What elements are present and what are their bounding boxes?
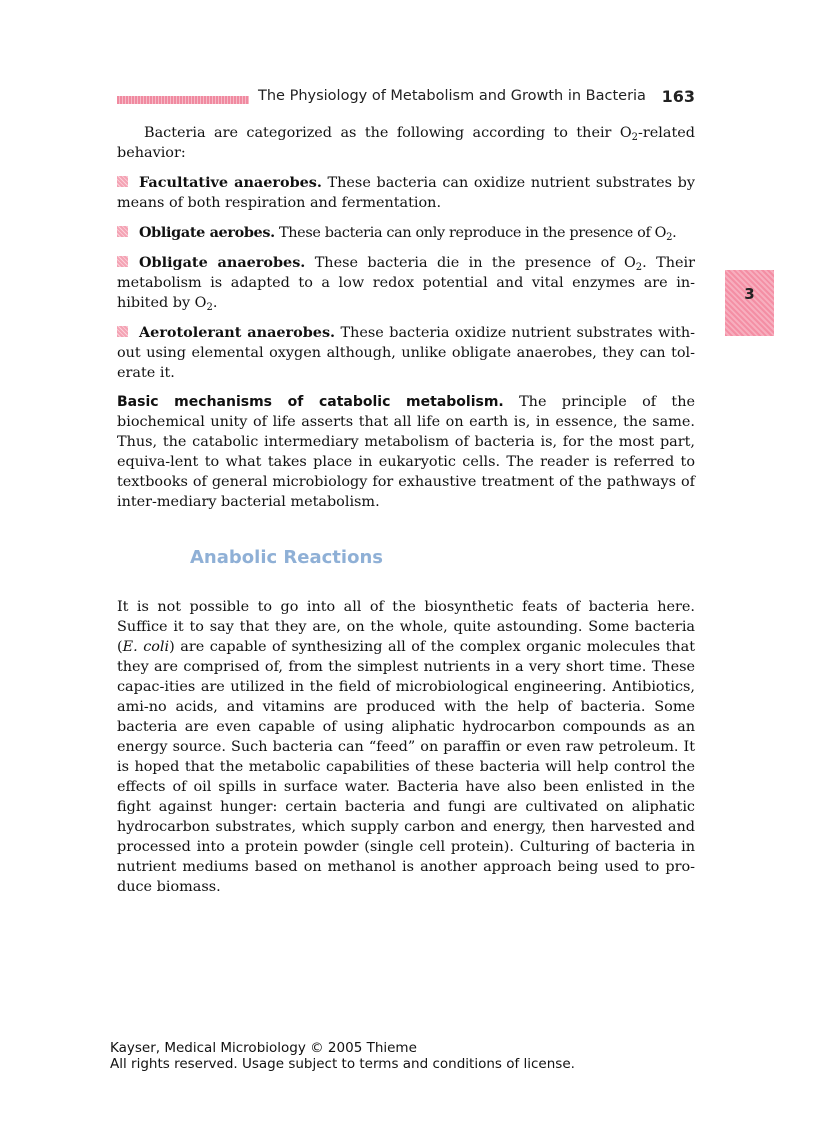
bullet-aerotolerant-anaerobes [117, 323, 695, 383]
bullet-facultative-anaerobes [117, 173, 695, 213]
section-heading-anabolic: Anabolic Reactions [190, 547, 383, 568]
paragraph-text-cont: ) are capable of synthesizing all of the complex organic molecules that they are comprised of, from the simplest nutrients in a very short time. These capac-ities are utilized in the field of microbiological engineering. Antibiotics, ami-no acids, and vitamins are produced with the help of bacteria. Some bacteria are even capable of using aliphatic hydrocarbon compounds as an energy source. Such bacteria can “feed” on paraffin or even raw petroleum. It is hoped that the metabolic capabilities of these bacteria will help control the effects of oil spills in surface water. Bacteria have also been enlisted in the fight against hunger: certain bacteria and fungi are cultivated on aliphatic hydrocarbon substrates, which supply carbon and energy, then harvested and processed into a protein powder (single cell protein). Culturing of bacteria in nutrient mediums based on methanol is another approach being used to pro-duce biomass. [117, 639, 695, 895]
subscript: 2 [666, 232, 673, 243]
bullet-text: These bacteria can oxidize nutrient substrates by means of both respiration and fermentation. [117, 175, 695, 211]
bullet-term: Obligate aerobes. [139, 224, 275, 241]
subscript: 2 [206, 302, 213, 313]
subscript: 2 [631, 132, 639, 143]
header-decoration-bar [117, 96, 249, 104]
bullet-text-end: . [672, 225, 677, 241]
header-title: The Physiology of Metabolism and Growth in Bacteria [258, 88, 646, 104]
bullet-text-cont: . Their metabolism is adapted to a low redox potential and vital enzymes are in-hibited by O [117, 255, 695, 311]
bullet-square-icon [117, 226, 128, 237]
bullet-square-icon [117, 256, 128, 267]
bullet-text: These bacteria oxidize nutrient substrates with-out using elemental oxygen although, unlike obligate anaerobes, they can tol-erate it. [117, 325, 695, 381]
paragraph-text: It is not possible to go into all of the biosynthetic feats of bacteria here. Suffice it to say that they are, on the whole, quite astounding. Some bacteria ( [117, 599, 695, 655]
intro-text: Bacteria are categorized as the following according to their O [144, 125, 632, 141]
page-number: 163 [661, 87, 695, 106]
footer-line-2: All rights reserved. Usage subject to terms and conditions of license. [110, 1056, 575, 1072]
subscript: 2 [635, 262, 643, 273]
paragraph-term: Basic mechanisms of catabolic metabolism. [117, 394, 504, 410]
anabolic-paragraph [117, 597, 695, 897]
bullet-term: Facultative anaerobes. [139, 174, 322, 191]
bullet-square-icon [117, 326, 128, 337]
bullet-text-end: . [212, 295, 218, 311]
intro-text-end: -related behavior: [117, 125, 695, 161]
paragraph-text: The principle of the biochemical unity of life asserts that all life on earth is, in essence, the same. Thus, the catabolic intermediary metabolism of bacteria is, for the most part, equiva-lent to what takes place in eukaryotic cells. The reader is referred to textbooks of general microbiology for exhaustive treatment of the pathways of inter-mediary bacterial metabolism. [117, 394, 695, 510]
bullet-obligate-aerobes [117, 223, 695, 243]
page-body [117, 123, 695, 897]
copyright-footer [110, 1040, 575, 1072]
intro-paragraph [117, 123, 695, 163]
organism-name: E. coli [122, 639, 170, 655]
bullet-text: These bacteria die in the presence of O [305, 255, 636, 271]
basic-mechanisms-paragraph [117, 392, 695, 512]
bullet-text: These bacteria can only reproduce in the presence of O [274, 225, 667, 241]
running-header [117, 88, 695, 110]
bullet-obligate-anaerobes [117, 253, 695, 313]
bullet-square-icon [117, 176, 128, 187]
footer-line-1: Kayser, Medical Microbiology © 2005 Thieme [110, 1040, 417, 1056]
chapter-tab [725, 270, 774, 336]
chapter-number: 3 [744, 285, 755, 303]
bullet-term: Aerotolerant anaerobes. [139, 324, 336, 341]
bullet-term: Obligate anaerobes. [139, 254, 306, 271]
